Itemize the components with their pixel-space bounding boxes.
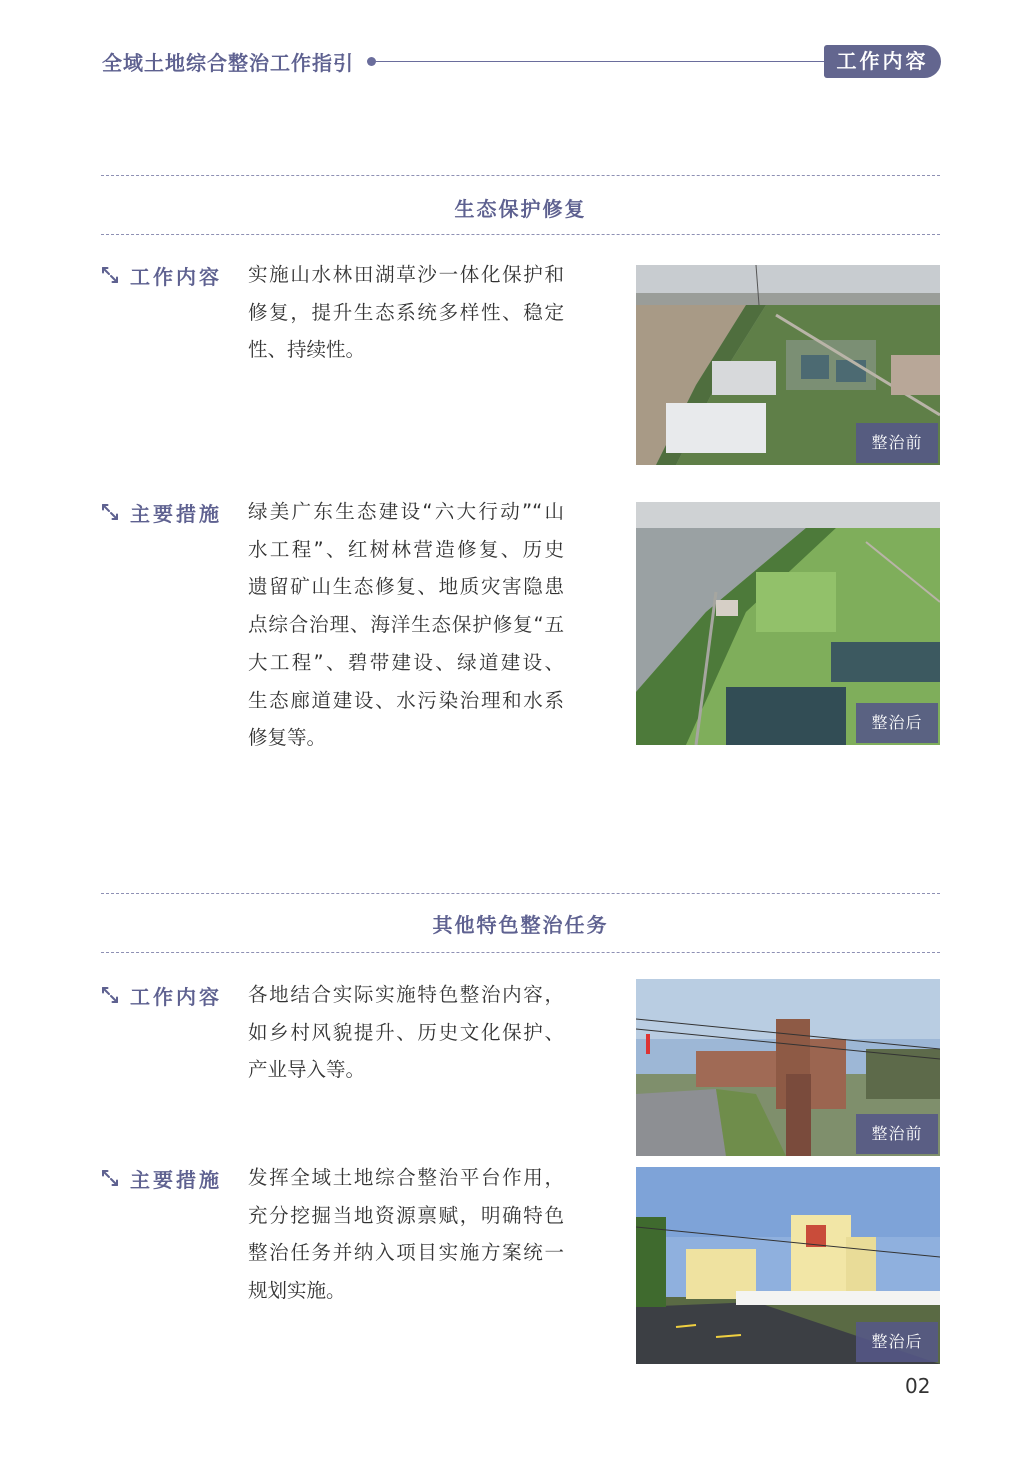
- section-title: 生态保护修复: [454, 197, 587, 221]
- photo-caption: 整治前: [856, 1114, 938, 1154]
- photo-village-after: [636, 1167, 940, 1364]
- document-title: 全域土地综合整治工作指引: [102, 51, 354, 75]
- paragraph-line: 充分挖掘当地资源禀赋，明确特色: [248, 1203, 564, 1227]
- paragraph-line: 大工程”、碧带建设、绿道建设、: [248, 650, 564, 674]
- paragraph-line: 实施山水林田湖草沙一体化保护和: [248, 263, 564, 286]
- row-paragraph: [248, 493, 564, 757]
- row-label: [100, 498, 222, 526]
- diagonal-arrows-icon: [100, 1168, 120, 1188]
- diagonal-arrows-icon: [100, 265, 120, 285]
- paragraph-line: 生态廊道建设、水污染治理和水系: [248, 688, 564, 712]
- row-label: [100, 261, 222, 289]
- photo-caption: 整治后: [856, 1322, 938, 1362]
- section-divider-bottom: [101, 952, 940, 953]
- paragraph-line: 各地结合实际实施特色整治内容，: [248, 983, 564, 1006]
- paragraph-line: 点综合治理、海洋生态保护修复“五: [248, 613, 564, 637]
- diagonal-arrows-icon: [100, 502, 120, 522]
- paragraph-line: 修复等。: [248, 726, 327, 750]
- paragraph-line: 如乡村风貌提升、历史文化保护、: [248, 1020, 564, 1044]
- section-divider-bottom: [101, 234, 940, 235]
- row-label: [100, 1164, 222, 1192]
- section-divider-top: [101, 893, 940, 894]
- photo-caption: 整治后: [856, 703, 938, 743]
- header-rule: [376, 61, 826, 62]
- photo-caption: 整治前: [856, 423, 938, 463]
- row-label-text: 主要措施: [130, 501, 222, 526]
- paragraph-line: 水工程”、红树林营造修复、历史: [248, 537, 564, 561]
- paragraph-line: 整治任务并纳入项目实施方案统一: [248, 1241, 564, 1265]
- paragraph-line: 遗留矿山生态修复、地质灾害隐患: [248, 575, 564, 599]
- page-number: 02: [905, 1374, 931, 1398]
- row-label: [100, 981, 222, 1009]
- paragraph-line: 绿美广东生态建设“六大行动”“山: [248, 500, 564, 523]
- diagonal-arrows-icon: [100, 985, 120, 1005]
- photo-village-before: [636, 979, 940, 1156]
- section-title: 其他特色整治任务: [432, 913, 609, 937]
- photo-riverside-before: [636, 265, 940, 465]
- row-label-text: 主要措施: [130, 1167, 222, 1192]
- paragraph-line: 性、持续性。: [248, 338, 366, 362]
- row-label-text: 工作内容: [130, 984, 222, 1009]
- page-header: [0, 0, 1035, 100]
- photo-riverside-after: [636, 502, 940, 745]
- paragraph-line: 修复，提升生态系统多样性、稳定: [248, 300, 564, 324]
- row-label-text: 工作内容: [130, 264, 222, 289]
- paragraph-line: 发挥全域土地综合整治平台作用，: [248, 1166, 564, 1189]
- row-paragraph: [248, 1159, 564, 1310]
- chapter-badge: 工作内容: [824, 45, 941, 78]
- row-paragraph: [248, 256, 564, 369]
- header-dot: [367, 57, 376, 66]
- paragraph-line: 规划实施。: [248, 1279, 346, 1303]
- paragraph-line: 产业导入等。: [248, 1058, 366, 1082]
- section-divider-top: [101, 175, 940, 176]
- row-paragraph: [248, 976, 564, 1089]
